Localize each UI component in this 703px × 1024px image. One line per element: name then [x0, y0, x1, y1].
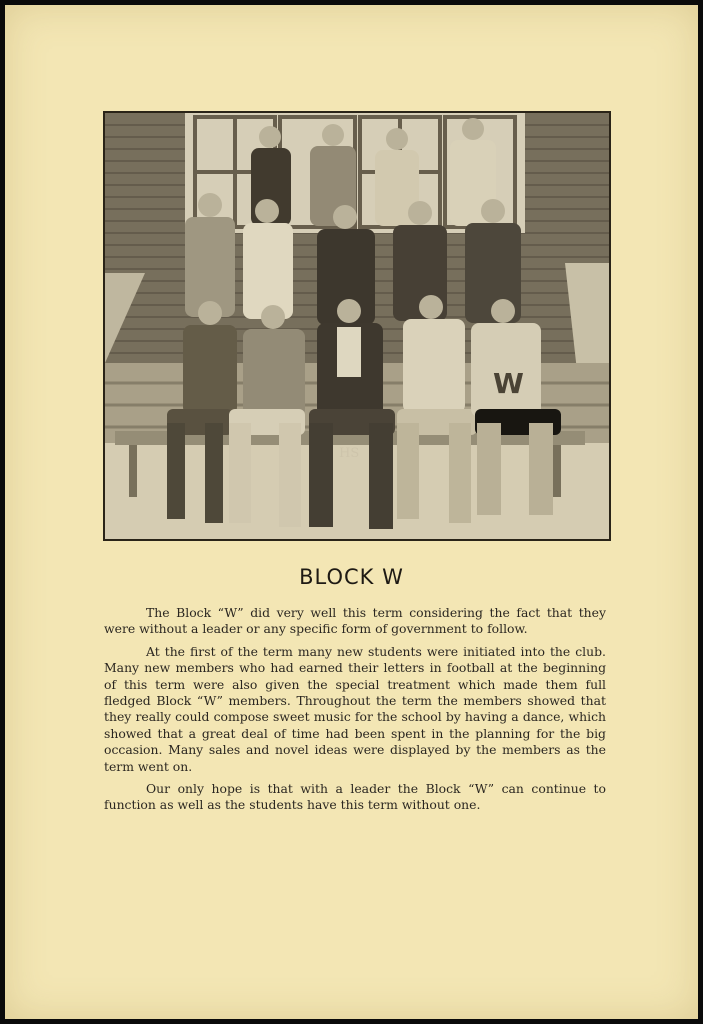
sweater-lettering: W [493, 367, 524, 400]
page-title: BLOCK W [299, 565, 404, 589]
group-photo [103, 111, 611, 541]
group-photo-image [105, 113, 609, 539]
bench-lettering: HS [339, 446, 360, 461]
yearbook-page [5, 5, 698, 1019]
paragraph: The Block “W” did very well this term considering the fact that they were without a leader or any specific form of government to follow. [104, 605, 606, 637]
paragraph: At the first of the term many new students were initiated into the club. Many new members who had earned their letters in football at the beginning of this term were also given the special treatment which made them full fledged Block “W” members. Throughout the term the members showed that they really could compose sweet music for the school by having a dance, which showed that a great deal of time had been spent in the planning for the big occasion. Many sales and novel ideas were displayed by the members as the term went on. [104, 643, 606, 774]
paragraph: Our only hope is that with a leader the Block “W” can continue to function as well as the students have this term without one. [104, 781, 606, 813]
article-body [104, 605, 606, 820]
